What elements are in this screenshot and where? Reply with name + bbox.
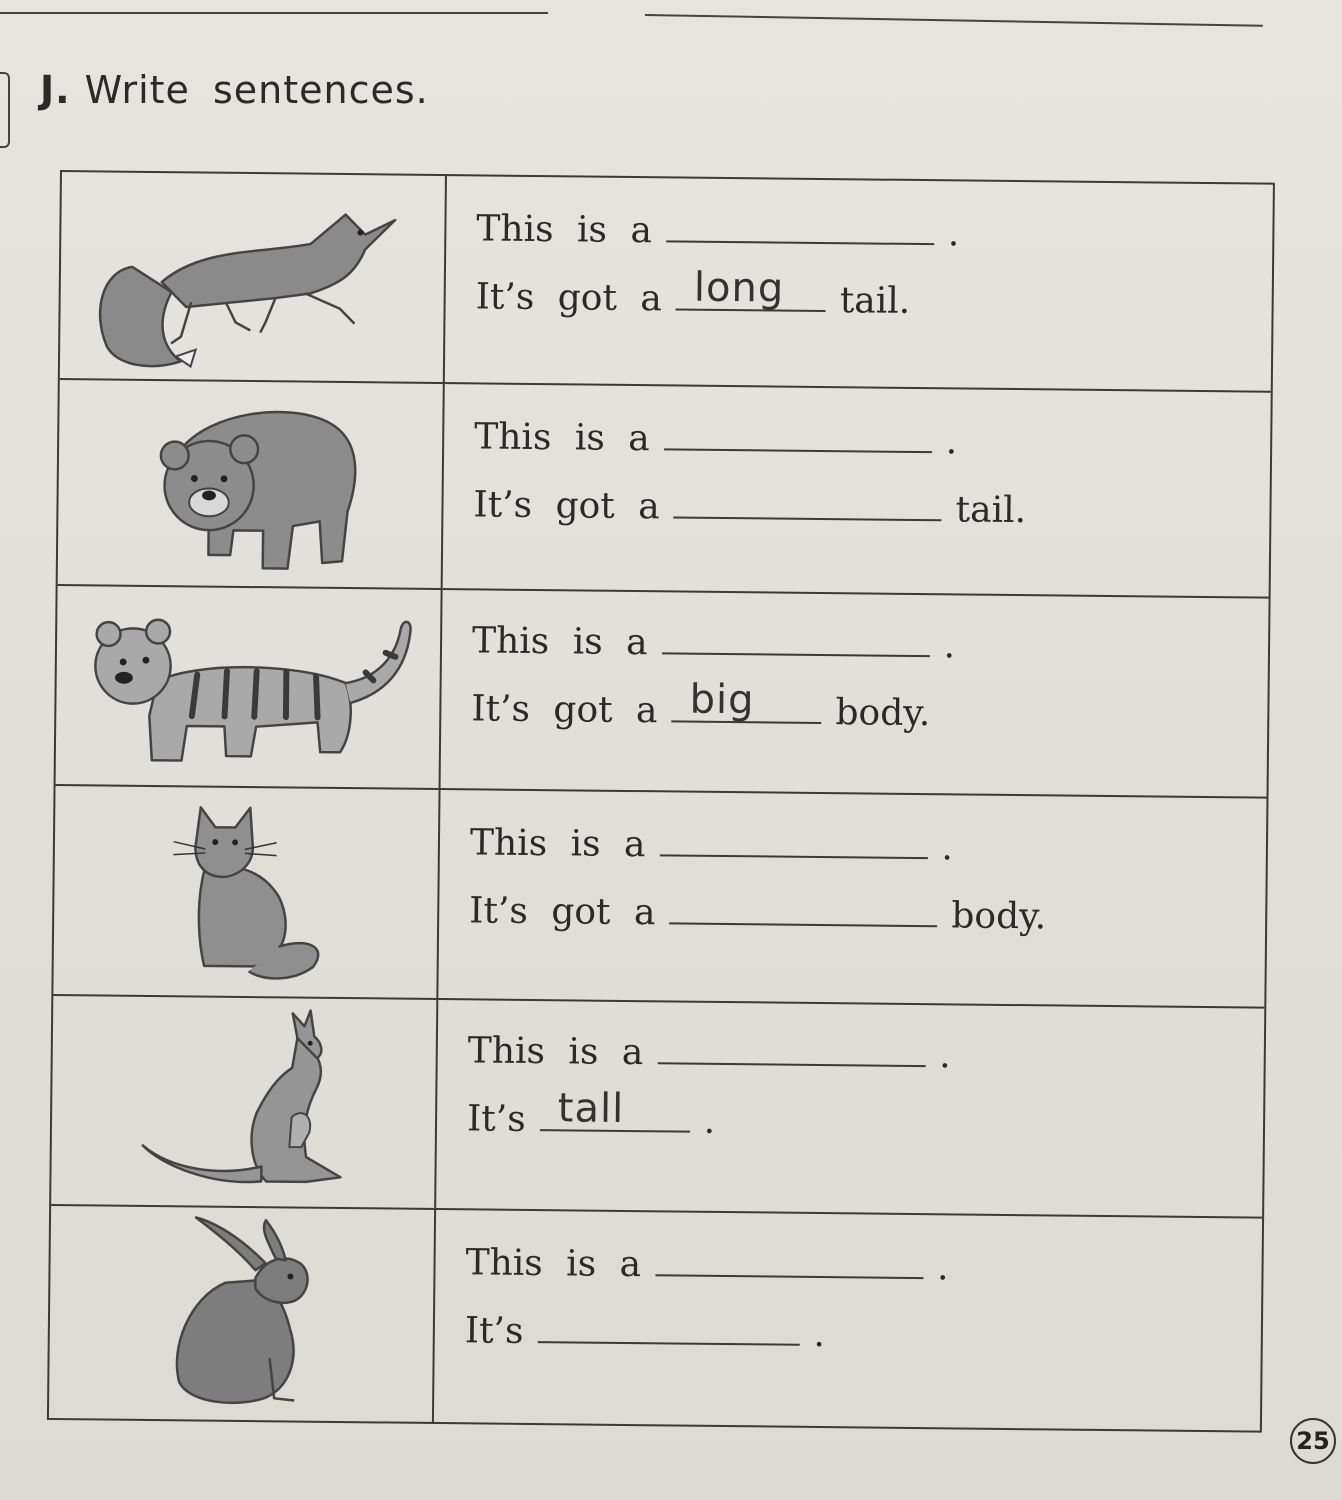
page-number: 25 (1290, 1418, 1336, 1464)
top-rule-left (0, 12, 548, 14)
sentence-line-1: This is a . (474, 416, 958, 463)
sentence-cell (438, 790, 1266, 1007)
answer-blank[interactable] (674, 486, 942, 521)
sentence-line-1: This is a . (469, 822, 954, 869)
picture-cell (56, 586, 443, 788)
kangaroo-icon (51, 996, 438, 1208)
answer-blank[interactable] (669, 892, 937, 927)
tiger-icon (56, 586, 443, 788)
table-row (60, 172, 1273, 393)
picture-cell (51, 996, 438, 1208)
sentence-cell (434, 1210, 1262, 1433)
sentence-line-2: It’s got a tail. (473, 484, 1027, 532)
sentence-cell (445, 176, 1273, 391)
picture-cell (53, 786, 440, 998)
answer-blank[interactable] (664, 418, 932, 453)
table-row (51, 996, 1264, 1219)
answer-blank[interactable] (661, 622, 929, 657)
table-row (56, 586, 1269, 799)
table-row (49, 1206, 1262, 1433)
sentence-line-2: It’s got a big body. (471, 676, 931, 735)
sentence-line-2: It’s . (464, 1310, 826, 1356)
cat-icon (53, 786, 440, 998)
answer-blank[interactable] (659, 824, 927, 859)
handwritten-answer: big (689, 676, 755, 724)
top-rule-right (645, 14, 1263, 27)
exercise-instruction: Write sentences. (84, 68, 429, 112)
sentence-line-1: This is a . (467, 1030, 951, 1077)
exercise-checkbox (0, 72, 10, 148)
handwritten-answer: long (693, 264, 785, 312)
sentence-line-2: It’s tall . (466, 1085, 716, 1142)
answer-blank[interactable] (671, 676, 821, 724)
fox-icon (60, 172, 447, 382)
table-row (53, 786, 1266, 1009)
handwritten-answer: tall (557, 1085, 625, 1132)
answer-blank[interactable] (676, 264, 826, 312)
rabbit-icon (49, 1206, 436, 1424)
sentence-cell (443, 384, 1271, 597)
sentence-cell (436, 1000, 1264, 1217)
table-row (58, 380, 1271, 599)
exercise-letter: J. (40, 68, 71, 112)
picture-cell (60, 172, 447, 382)
picture-cell (58, 380, 445, 588)
answer-blank[interactable] (655, 1244, 923, 1279)
sentence-table (47, 170, 1275, 1433)
exercise-heading (40, 68, 429, 112)
sentence-line-2: It’s got a long tail. (475, 264, 911, 322)
sentence-cell (441, 590, 1269, 797)
sentence-line-1: This is a . (471, 620, 956, 667)
sentence-line-1: This is a . (465, 1242, 949, 1289)
picture-cell (49, 1206, 436, 1424)
answer-blank[interactable] (537, 1311, 799, 1346)
bear-icon (58, 380, 445, 588)
sentence-line-1: This is a . (476, 208, 960, 255)
sentence-line-2: It’s got a body. (469, 890, 1047, 938)
answer-blank[interactable] (666, 210, 934, 245)
answer-blank[interactable] (657, 1032, 925, 1067)
